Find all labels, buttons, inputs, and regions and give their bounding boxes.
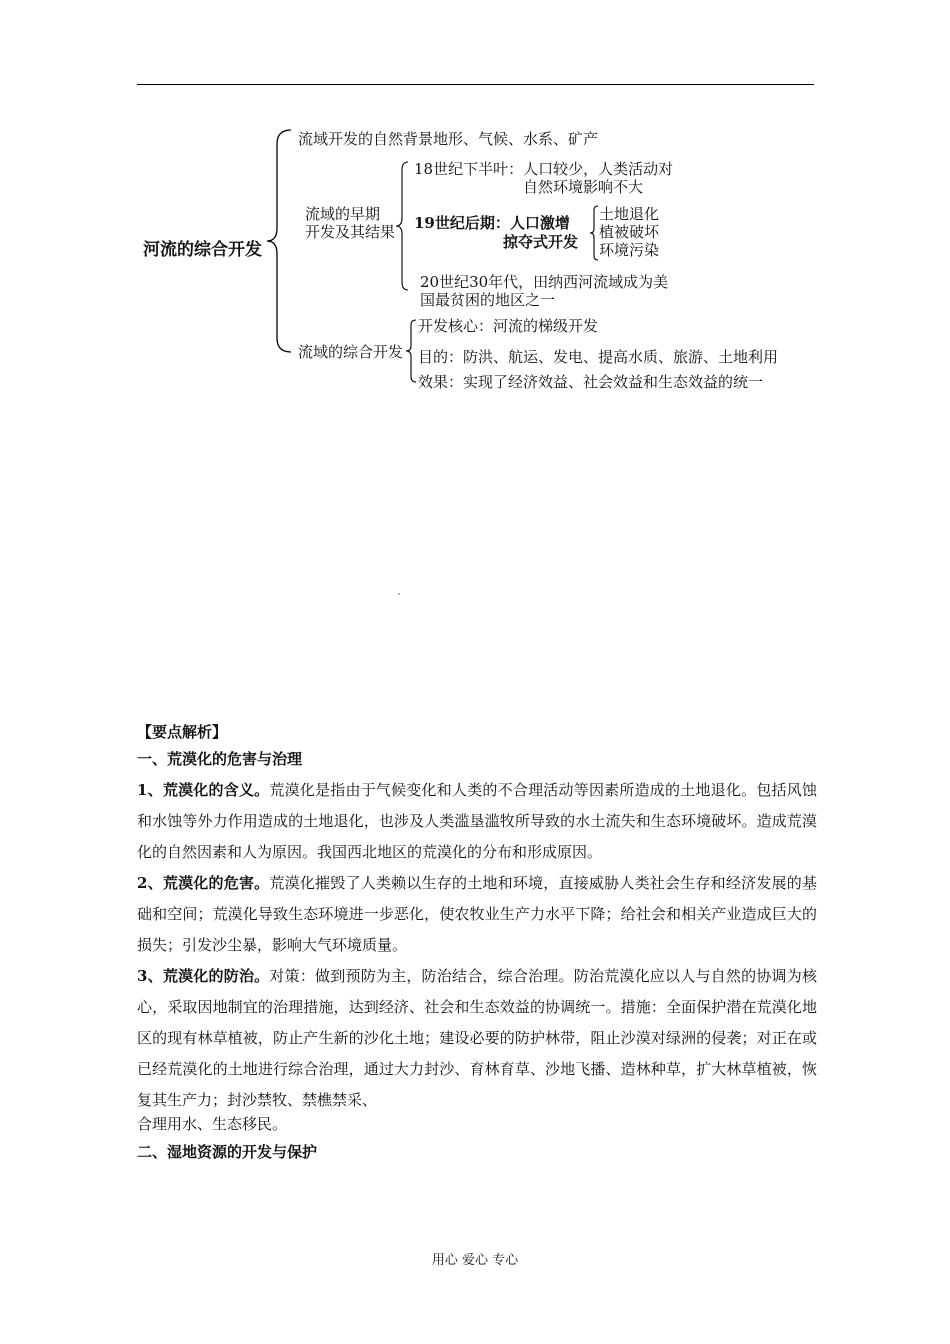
branch-natural-label: 流域开发的自然背景 [298, 130, 434, 148]
c19-result-pollution: 环境污染 [599, 241, 660, 259]
paragraph-harm-head: 2、荒漠化的危害。 [137, 874, 270, 892]
paragraph-prevention-body: 对策：做到预防为主，防治结合，综合治理。防治荒漠化应以人与自然的协调为核心，采取因地制宜的治理措施，达到经济、社会和生态效益的协调统一。措施：全面保护潜在荒漠化地区的现有林草植被，防止产生新的沙化土地；建设必要的防护林带，阻止沙漠对绿洲的侵袭；对正在或已经荒漠化的土地进行综合治理，通过大力封沙、育林育草、沙地飞播、造林种草，扩大林草植被，恢复其生产力；封沙禁牧、禁樵禁采、 [137, 967, 817, 1109]
branch-comprehensive: 流域的综合开发 [298, 343, 404, 361]
section-wetland: 二、湿地资源的开发与保护 [137, 1143, 318, 1161]
paragraph-definition [137, 775, 817, 868]
brace-root [264, 128, 294, 354]
comprehensive-effect: 效果：实现了经济效益、社会效益和生态效益的统一 [418, 373, 764, 391]
section-desertification: 一、荒漠化的危害与治理 [137, 750, 303, 768]
c18-line2: 自然环境影响不大 [523, 178, 644, 196]
paragraph-prevention [137, 961, 817, 1116]
branch-early-line1: 流域的早期 [305, 205, 381, 223]
brace-comprehensive [404, 318, 418, 384]
branch-natural-background [298, 130, 598, 148]
c18-line1: 18世纪下半叶：人口较少，人类活动对 [414, 160, 674, 178]
page-footer: 用心 爱心 专心 [431, 1253, 519, 1268]
comprehensive-goal: 目的：防洪、航运、发电、提高水质、旅游、土地利用 [418, 348, 779, 366]
branch-natural-items: 地形、气候、水系、矿产 [433, 130, 599, 148]
paragraph-harm [137, 868, 817, 961]
paragraph-definition-head: 1、荒漠化的含义。 [137, 781, 270, 799]
brace-early [394, 160, 410, 292]
paragraph-prevention-tail: 合理用水、生态移民。 [137, 1115, 288, 1133]
c19-line2: 掠夺式开发 [503, 233, 579, 251]
paragraph-harm-body: 荒漠化摧毁了人类赖以生存的土地和环境，直接威胁人类社会生存和经济发展的基础和空间；荒漠化导致生态环境进一步恶化，使农牧业生产力水平下降；给社会和相关产业造成巨大的损失；引发沙尘暴，影响大气环境质量。 [137, 874, 817, 954]
header-rule [137, 84, 814, 85]
c20-line2: 国最贫困的地区之一 [420, 291, 556, 309]
paragraph-prevention-head: 3、荒漠化的防治。 [137, 967, 270, 985]
c19-result-land: 土地退化 [599, 205, 660, 223]
c19-result-vegetation: 植被破坏 [599, 223, 660, 241]
paragraph-definition-body: 荒漠化是指由于气候变化和人类的不合理活动等因素所造成的土地退化。包括风蚀和水蚀等外力作用造成的土地退化，也涉及人类滥垦滥牧所导致的水土流失和生态环境破坏。造成荒漠化的自然因素和人为原因。我国西北地区的荒漠化的分布和形成原因。 [137, 781, 817, 861]
mindmap-root: 河流的综合开发 [143, 240, 262, 260]
branch-early-line2: 开发及其结果 [305, 223, 396, 241]
comprehensive-core: 开发核心：河流的梯级开发 [418, 317, 599, 335]
analysis-title: 【要点解析】 [137, 723, 228, 741]
c20-line1: 20世纪30年代，田纳西河流域成为美 [420, 273, 669, 291]
stray-dot [398, 593, 400, 595]
c19-line1: 19世纪后期：人口激增 [414, 214, 570, 232]
